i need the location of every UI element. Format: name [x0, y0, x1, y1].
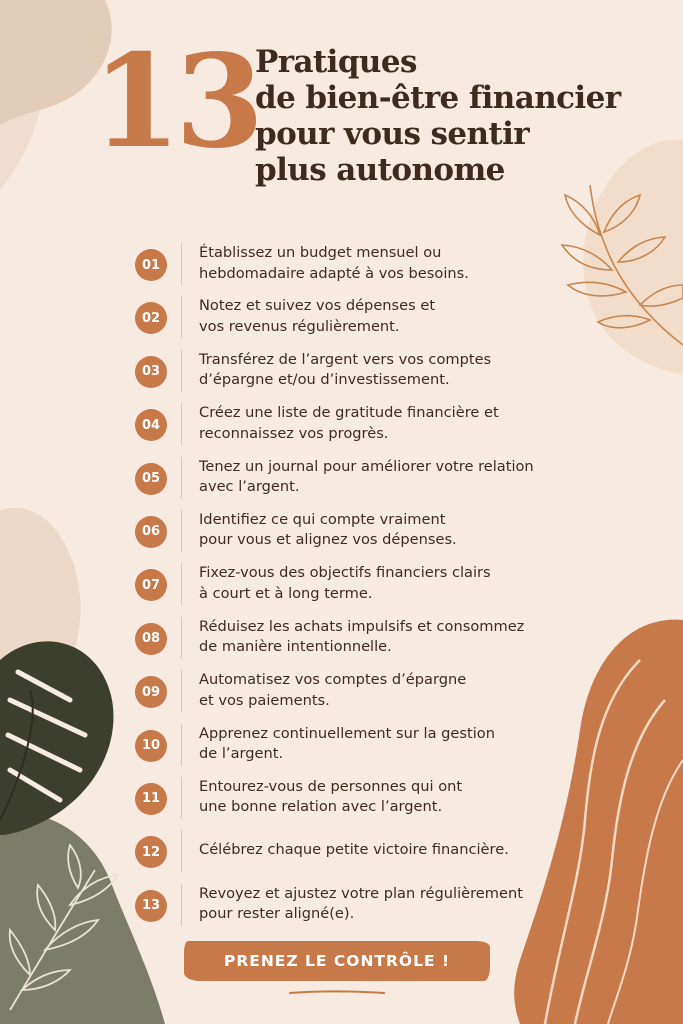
item-text: [199, 884, 579, 925]
item-text-line: une bonne relation avec l’argent.: [199, 798, 443, 816]
item-text-line: Célébrez chaque petite victoire financière.: [199, 841, 509, 859]
item-separator: [181, 617, 182, 659]
item-separator: [181, 510, 182, 552]
item-text-line: Fixez-vous des objectifs financiers clairs: [199, 564, 491, 582]
item-text: [199, 724, 579, 765]
item-text-line: à court et à long terme.: [199, 584, 373, 602]
list-item: [0, 348, 683, 401]
item-text-line: Réduisez les achats impulsifs et consommez: [199, 617, 525, 635]
item-text-line: et vos paiements.: [199, 691, 330, 709]
item-separator: [181, 670, 182, 712]
item-separator: [181, 457, 182, 499]
list-item: [0, 561, 683, 614]
page-title: [255, 44, 665, 188]
item-separator: [181, 884, 182, 926]
item-text: [199, 777, 579, 818]
list-item: [0, 828, 683, 881]
item-number-badge: 02: [135, 302, 167, 334]
item-text: [199, 617, 579, 658]
cta-underline: [288, 990, 386, 996]
item-separator: [181, 777, 182, 819]
item-text-line: de manière intentionnelle.: [199, 638, 392, 656]
item-text-line: pour rester aligné(e).: [199, 905, 355, 923]
item-separator: [181, 830, 182, 872]
item-separator: [181, 403, 182, 445]
list-item: [0, 401, 683, 454]
item-text-line: Apprenez continuellement sur la gestion: [199, 724, 495, 742]
item-text-line: Identifiez ce qui compte vraiment: [199, 510, 446, 528]
list-item: [0, 294, 683, 347]
item-text-line: avec l’argent.: [199, 478, 300, 496]
item-number-badge: 04: [135, 409, 167, 441]
item-text-line: Transférez de l’argent vers vos comptes: [199, 350, 492, 368]
item-number-badge: 01: [135, 249, 167, 281]
item-number-badge: 09: [135, 676, 167, 708]
item-number-badge: 06: [135, 516, 167, 548]
list-item: [0, 241, 683, 294]
item-text: [199, 403, 579, 444]
item-text-line: Automatisez vos comptes d’épargne: [199, 671, 467, 689]
item-number-badge: 13: [135, 890, 167, 922]
list-item: [0, 455, 683, 508]
item-number-badge: 03: [135, 356, 167, 388]
item-separator: [181, 296, 182, 338]
item-separator: [181, 724, 182, 766]
item-text: [199, 350, 579, 391]
item-text-line: de l’argent.: [199, 745, 284, 763]
list-item: [0, 722, 683, 775]
title-line: plus autonome: [255, 152, 505, 188]
item-text-line: reconnaissez vos progrès.: [199, 424, 389, 442]
cta-button[interactable]: PRENEZ LE CONTRÔLE !: [184, 941, 490, 981]
item-text-line: Tenez un journal pour améliorer votre relation: [199, 457, 534, 475]
item-separator: [181, 563, 182, 605]
item-text: [199, 296, 579, 337]
item-text-line: Créez une liste de gratitude financière et: [199, 404, 499, 422]
item-text-line: Notez et suivez vos dépenses et: [199, 297, 436, 315]
item-number-badge: 07: [135, 569, 167, 601]
item-separator: [181, 350, 182, 392]
title-line: pour vous sentir: [255, 116, 530, 152]
item-text-line: vos revenus régulièrement.: [199, 317, 400, 335]
item-number-badge: 11: [135, 783, 167, 815]
title-line: de bien-être financier: [255, 80, 621, 116]
top-left-blob-outer: [0, 110, 40, 190]
item-number-badge: 08: [135, 623, 167, 655]
item-number-badge: 12: [135, 836, 167, 868]
item-text: [199, 840, 579, 861]
item-text-line: pour vous et alignez vos dépenses.: [199, 531, 457, 549]
title-line: Pratiques: [255, 44, 417, 80]
list-item: [0, 775, 683, 828]
item-number-badge: 10: [135, 730, 167, 762]
list-item: [0, 615, 683, 668]
item-text-line: Établissez un budget mensuel ou: [199, 244, 442, 261]
item-text-line: hebdomadaire adapté à vos besoins.: [199, 264, 469, 282]
item-text: [199, 510, 579, 551]
list-item: [0, 508, 683, 561]
practices-list: [0, 241, 683, 935]
list-item: [0, 882, 683, 935]
item-text: [199, 457, 579, 498]
item-text-line: Revoyez et ajustez votre plan régulièrement: [199, 884, 523, 902]
item-text-line: d’épargne et/ou d’investissement.: [199, 371, 450, 389]
item-text-line: Entourez-vous de personnes qui ont: [199, 777, 463, 795]
item-text: [199, 243, 579, 284]
item-text: [199, 563, 579, 604]
list-item: [0, 668, 683, 721]
item-separator: [181, 243, 182, 285]
item-number-badge: 05: [135, 463, 167, 495]
item-text: [199, 670, 579, 711]
big-number: 13: [92, 27, 259, 177]
